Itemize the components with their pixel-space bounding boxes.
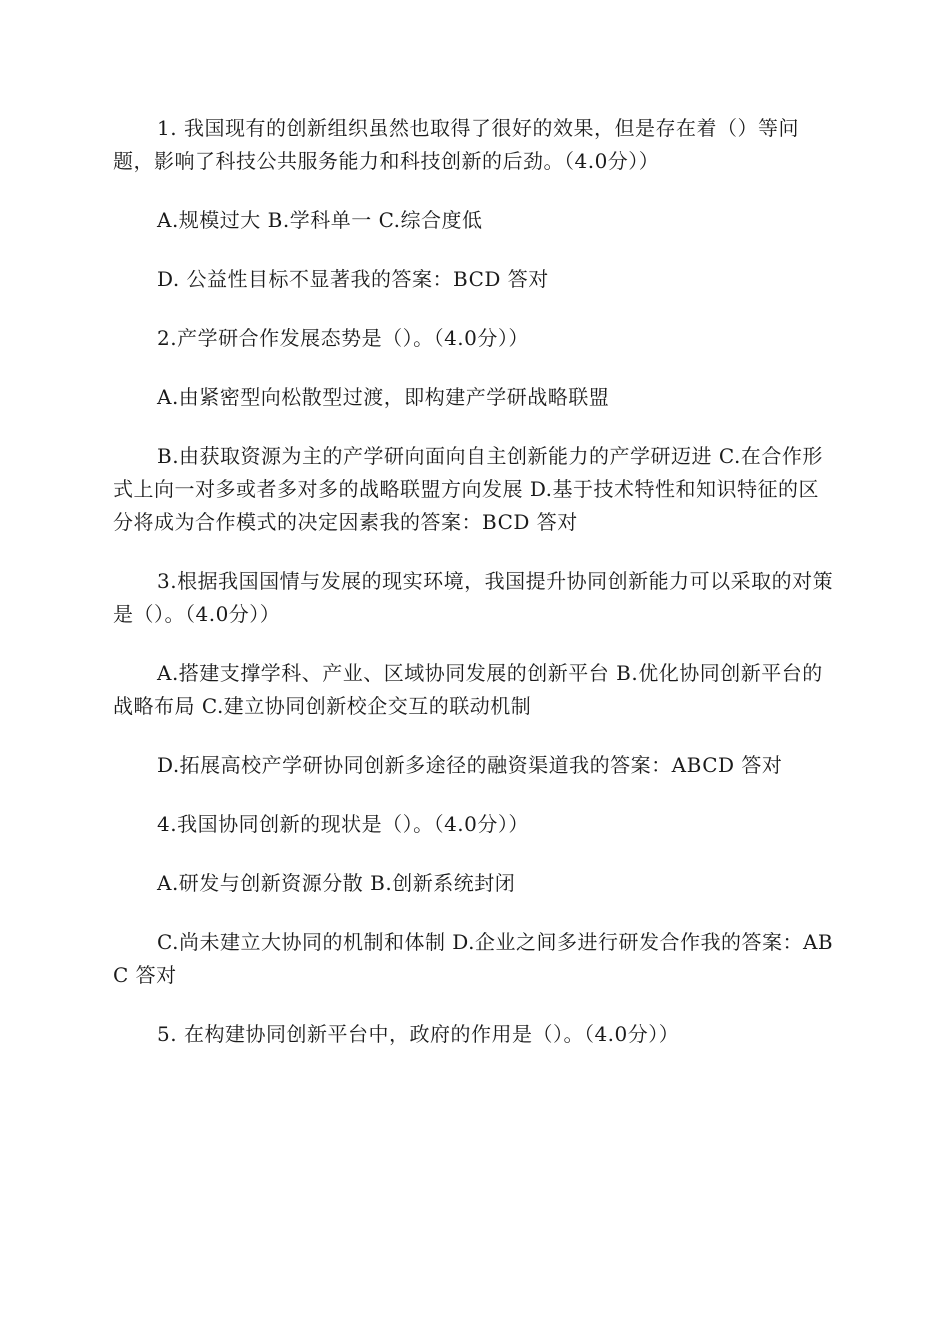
question-4-options-a-b: A.研发与创新资源分散 B.创新系统封闭 [157,871,516,895]
question-4-stem: 4.我国协同创新的现状是（）。（4.0分）） [157,812,529,836]
question-1-options-a-c: A.规模过大 B.学科单一 C.综合度低 [157,208,483,232]
question-3-option-d-answer: D.拓展高校产学研协同创新多途径的融资渠道我的答案：ABCD 答对 [157,753,783,777]
question-2-option-a: A.由紧密型向松散型过渡，即构建产学研战略联盟 [157,385,610,409]
question-5-stem: 5. 在构建协同创新平台中，政府的作用是（）。（4.0分）） [157,1022,680,1046]
question-2-stem: 2.产学研合作发展态势是（）。（4.0分）） [157,326,529,350]
question-2-options-b-d-answer: B.由获取资源为主的产学研向面向自主创新能力的产学研迈进 C.在合作形式上向一对多或者多对多的战略联盟方向发展 D.基于技术特性和知识特征的区分将成为合作模式的决定因素我的答案：BCD 答对 [113,444,823,534]
document-body [113,98,835,1051]
question-3-stem: 3.根据我国国情与发展的现实环境，我国提升协同创新能力可以采取的对策是（）。（4.0分）） [113,569,834,626]
question-3-options-a-c: A.搭建支撑学科、产业、区域协同发展的创新平台 B.优化协同创新平台的战略布局 C.建立协同创新校企交互的联动机制 [113,661,823,718]
question-1-option-d-answer: D. 公益性目标不显著我的答案：BCD 答对 [157,267,549,291]
question-1-stem: 1. 我国现有的创新组织虽然也取得了很好的效果，但是存在着（）等问题，影响了科技公共服务能力和科技创新的后劲。（4.0分）） [113,116,799,173]
question-4-options-c-d-answer: C.尚未建立大协同的机制和体制 D.企业之间多进行研发合作我的答案：ABC 答对 [113,930,834,987]
